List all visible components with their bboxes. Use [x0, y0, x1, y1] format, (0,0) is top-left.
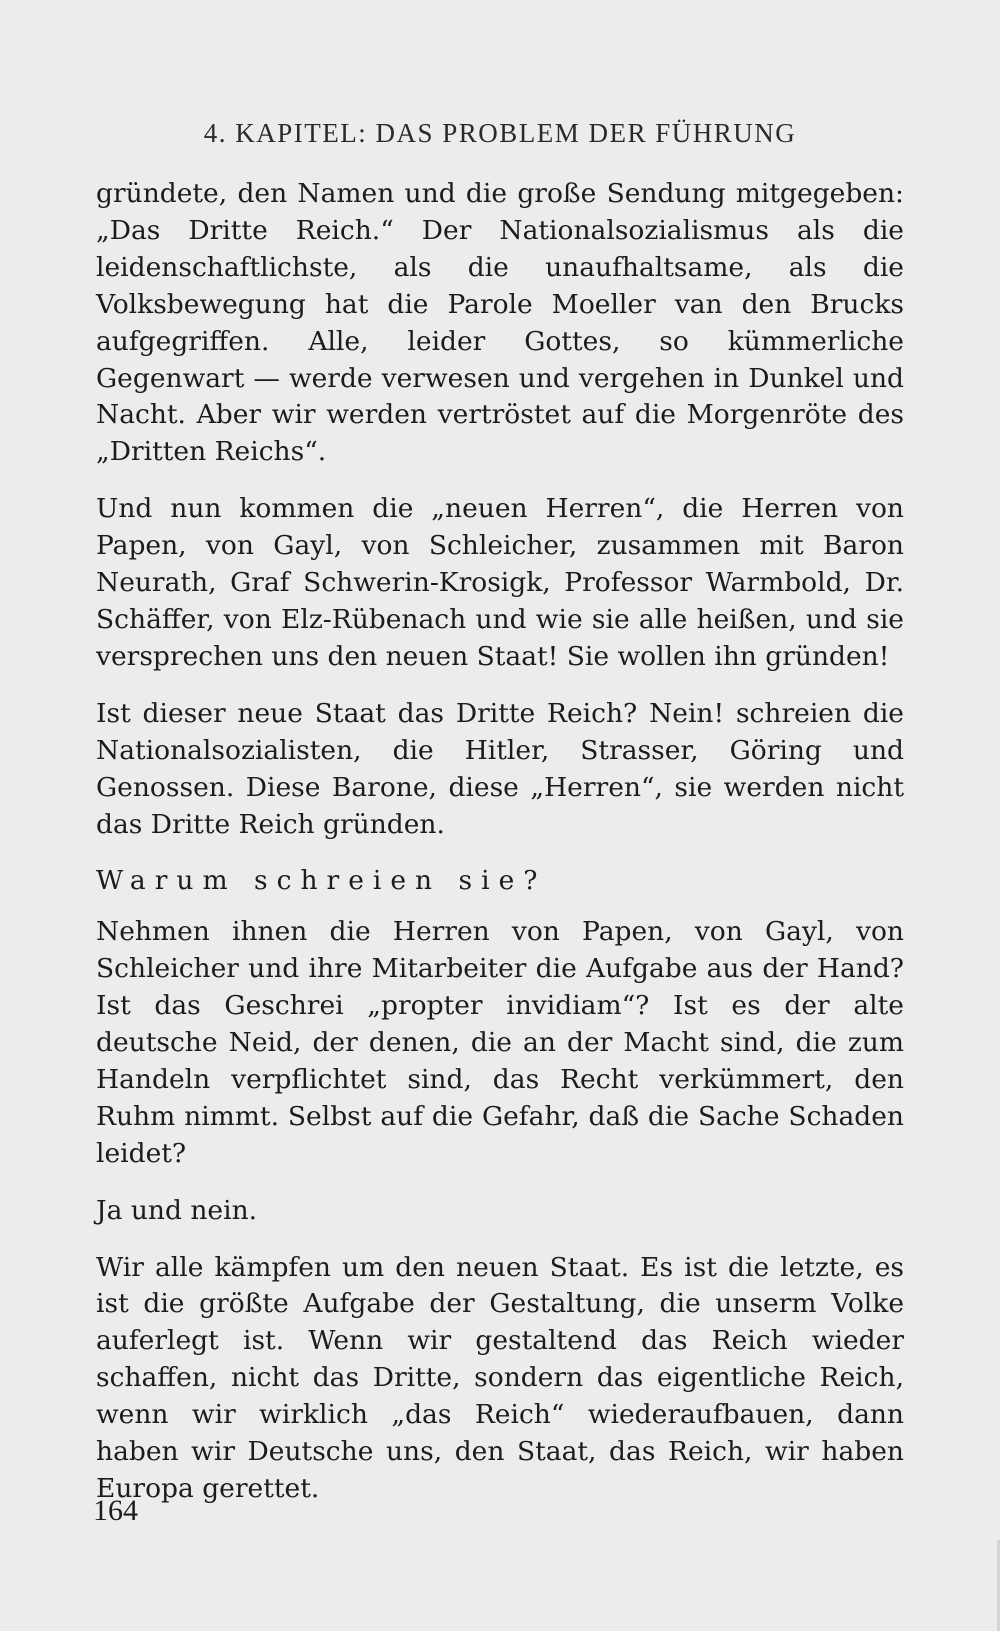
- paragraph-6: Ja und nein.: [96, 1194, 258, 1226]
- paragraph-5: Nehmen ihnen die Herren von Papen, von Gayl, von Schleicher und ihre Mitarbeiter die Aufgabe aus der Hand? Ist das Geschrei „propter invidiam“? Ist es der alte deutsche Neid, der denen, die an der Macht sind, die zum Handeln verpflichtet sind, das Recht verkümmert, den Ruhm nimmt. Selbst auf die Gefahr, daß die Sache Schaden leidet?: [96, 916, 904, 1169]
- paragraph-2: Und nun kommen die „neuen Herren“, die Herren von Papen, von Gayl, von Schleicher, zusammen mit Baron Neurath, Graf Schwerin-Krosigk, Professor Warmbold, Dr. Schäffer, von Elz-Rübenach und wie sie alle heißen, und sie versprechen uns den neuen Staat! Sie wollen ihn gründen!: [96, 493, 904, 672]
- running-head: 4. KAPITEL: DAS PROBLEM DER FÜHRUNG: [203, 118, 797, 148]
- paragraph-3: Ist dieser neue Staat das Dritte Reich? Nein! schreien die Nationalsozialisten, die Hitler, Strasser, Göring und Genossen. Diese Barone, diese „Herren“, sie werden nicht das Dritte Reich gründen.: [96, 697, 904, 840]
- paragraph-4: Warum schreien sie?: [96, 865, 547, 897]
- paragraph-1: gründete, den Namen und die große Sendung mitgegeben: „Das Dritte Reich.“ Der Nationalsozialismus als die leidenschaftlichste, als die unaufhaltsame, als die Volksbewegung hat die Parole Moeller van den Brucks aufgegriffen. Alle, leider Gottes, so kümmerliche Gegenwart — werde verwesen und vergehen in Dunkel und Nacht. Aber wir werden vertröstet auf die Morgenröte des „Dritten Reichs“.: [96, 178, 904, 468]
- body-text: [96, 176, 904, 1528]
- paragraph-7: Wir alle kämpfen um den neuen Staat. Es ist die letzte, es ist die größte Aufgabe der Gestaltung, die unserm Volke auferlegt ist. Wenn wir gestaltend das Reich wieder schaffen, nicht das Dritte, sondern das eigentliche Reich, wenn wir wirklich „das Reich“ wiederaufbauen, dann haben wir Deutsche uns, den Staat, das Reich, wir haben Europa gerettet.: [96, 1251, 904, 1504]
- page-number: 164: [93, 1494, 138, 1527]
